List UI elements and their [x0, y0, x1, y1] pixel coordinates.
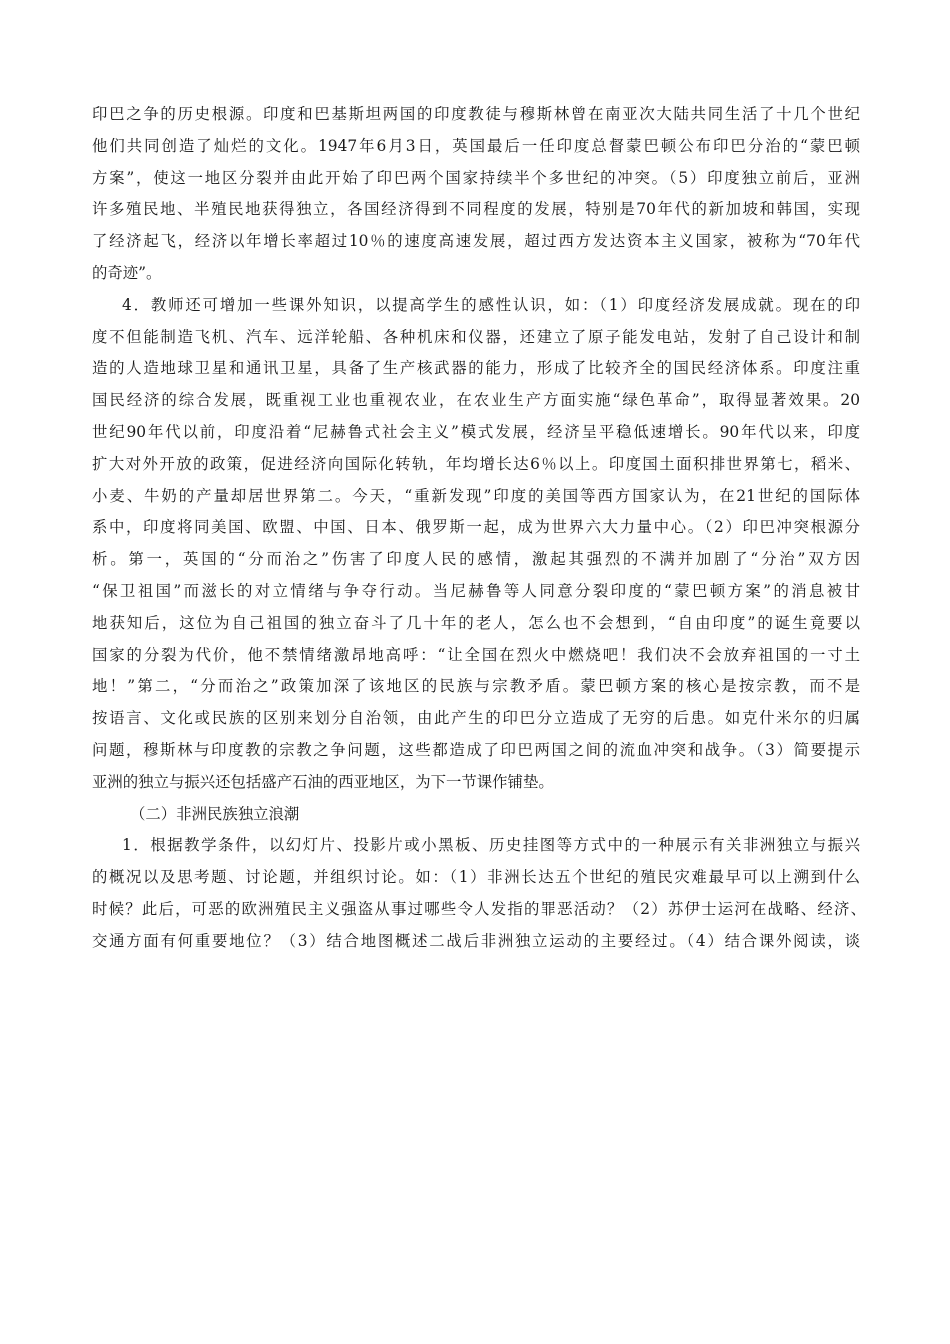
text-line: 度不但能制造飞机、汽车、远洋轮船、各种机床和仪器，还建立了原子能发电站，发射了自己设计和制: [92, 327, 860, 346]
text-line: 方案”，使这一地区分裂并由此开始了印巴两个国家持续半个多世纪的冲突。（5）印度独立前后，亚洲: [92, 168, 860, 187]
text-line: 印巴之争的历史根源。印度和巴基斯坦两国的印度教徒与穆斯林曾在南亚次大陆共同生活了十几个世纪: [92, 105, 860, 123]
text-line: 问题，穆斯林与印度教的宗教之争问题，这些都造成了印巴两国之间的流血冲突和战争。（3）简要提示: [92, 740, 860, 759]
text-line: 交通方面有何重要地位？（3）结合地图概述二战后非洲独立运动的主要经过。（4）结合课外阅读，谈: [92, 931, 860, 950]
text-line: 地！”第二，“分而治之”政策加深了该地区的民族与宗教矛盾。蒙巴顿方案的核心是按宗教，而不是: [92, 677, 860, 696]
text-line: 扩大对外开放的政策，促进经济向国际化转轨，年均增长达6％以上。印度国土面积排世界第七，稻米、: [92, 454, 860, 473]
text-line: 地获知后，这位为自己祖国的独立奋斗了几十年的老人，怎么也不会想到，“自由印度”的诞生竟要以: [92, 613, 860, 632]
paragraph-start-line: 4．教师还可增加一些课外知识，以提高学生的感性认识，如：（1）印度经济发展成就。现在的印: [122, 295, 860, 314]
text-line: 时候？此后，可恶的欧洲殖民主义强盗从事过哪些令人发指的罪恶活动？（2）苏伊士运河在战略、经济、: [92, 899, 866, 918]
text-line: “保卫祖国”而滋长的对立情绪与争夺行动。当尼赫鲁等人同意分裂印度的“蒙巴顿方案”的消息被甘: [92, 581, 860, 600]
text-line: 系中，印度将同美国、欧盟、中国、日本、俄罗斯一起，成为世界六大力量中心。（2）印巴冲突根源分: [92, 518, 860, 537]
document-body: [92, 99, 866, 958]
text-line: 国家的分裂为代价，他不禁情绪激昂地高呼：“让全国在烈火中燃烧吧！我们决不会放弃祖国的一寸土: [92, 645, 860, 664]
text-line: 按语言、文化或民族的区别来划分自治领，由此产生的印巴分立造成了无穷的后患。如克什米尔的归属: [92, 709, 860, 728]
text-line: 析。第一，英国的“分而治之”伤害了印度人民的感情，激起其强烈的不满并加剧了“分治”双方因: [92, 550, 860, 569]
text-line: 了经济起飞，经济以年增长率超过10％的速度高速发展，超过西方发达资本主义国家，被称为“70年代: [92, 232, 860, 251]
text-line: 亚洲的独立与振兴还包括盛产石油的西亚地区，为下一节课作铺垫。: [92, 772, 554, 791]
section-heading: （二）非洲民族独立浪潮: [130, 804, 300, 823]
text-line: 小麦、牛奶的产量却居世界第二。今天，“重新发现”印度的美国等西方国家认为，在21世纪的国际体: [92, 486, 860, 505]
text-line: 造的人造地球卫星和通讯卫星，具备了生产核武器的能力，形成了比较齐全的国民经济体系。印度注重: [92, 359, 860, 378]
paragraph-start-line: 1．根据教学条件，以幻灯片、投影片或小黑板、历史挂图等方式中的一种展示有关非洲独立与振兴: [122, 836, 860, 855]
text-line: 国民经济的综合发展，既重视工业也重视农业，在农业生产方面实施“绿色革命”，取得显著效果。20: [92, 391, 860, 410]
text-line: 世纪90年代以前，印度沿着“尼赫鲁式社会主义”模式发展，经济呈平稳低速增长。90年代以来，印度: [92, 422, 860, 441]
text-line: 许多殖民地、半殖民地获得独立，各国经济得到不同程度的发展，特别是70年代的新加坡和韩国，实现: [92, 200, 860, 219]
text-line: 他们共同创造了灿烂的文化。1947年6月3日，英国最后一任印度总督蒙巴顿公布印巴分治的“蒙巴顿: [92, 136, 860, 155]
text-line: 的概况以及思考题、讨论题，并组织讨论。如：（1）非洲长达五个世纪的殖民灾难最早可以上溯到什么: [92, 868, 860, 887]
text-line: 的奇迹”。: [92, 263, 162, 282]
